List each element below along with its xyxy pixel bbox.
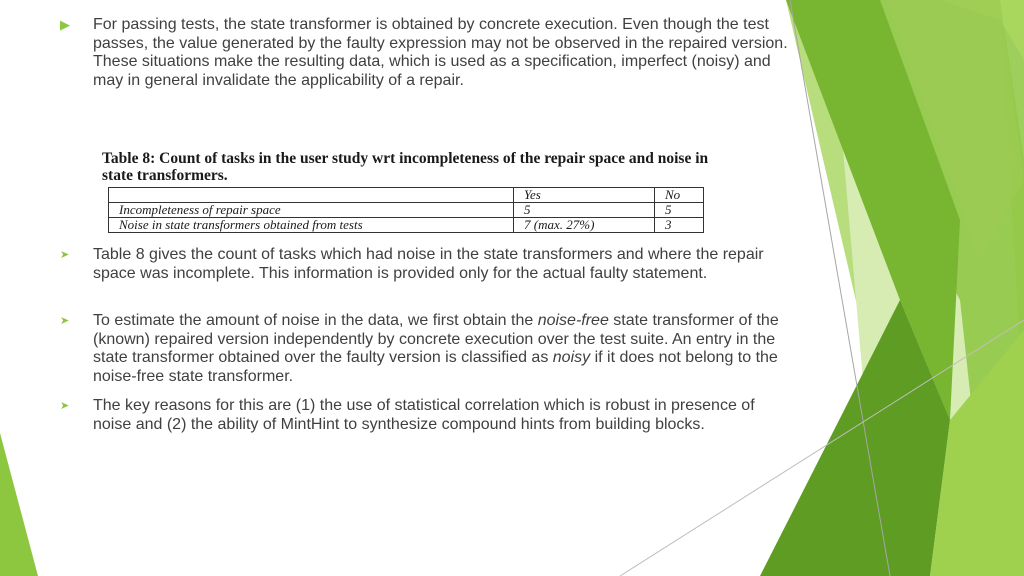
- bullet-table-summary: [60, 246, 780, 283]
- table-cell-no: 3: [655, 218, 704, 233]
- table-cell-label: Noise in state transformers obtained from tests: [109, 218, 514, 233]
- table-cell-yes: 5: [514, 203, 655, 218]
- intro-text: For passing tests, the state transformer is obtained by concrete execution. Even though the test passes, the value generated by the faulty expression may not be observed in the repaired version. These situations make the resulting data, which is used as a specification, imperfect (noisy) and may in general invalidate the applicability of a repair.: [93, 16, 788, 89]
- bullet-text: [93, 312, 780, 386]
- bullet-text-part: state transformer of the (known) repaired version independently by concrete execution over the test suite. An entry in the state transformer obtained over the faulty version is classified as: [93, 312, 779, 366]
- table-row: [109, 218, 704, 233]
- table-cell-no: 5: [655, 203, 704, 218]
- noise-table: [108, 187, 704, 233]
- bullet-noise-estimate: [60, 312, 780, 386]
- table-header-no: No: [655, 188, 704, 203]
- bullet-text-part: To estimate the amount of noise in the data, we first obtain the: [93, 312, 538, 329]
- table-header-yes: Yes: [514, 188, 655, 203]
- bullet-text-part: if it does not belong to the noise-free state transformer.: [93, 349, 778, 385]
- bullet-text: The key reasons for this are (1) the use of statistical correlation which is robust in presence of noise and (2) the ability of MintHint to synthesize compound hints from building blocks.: [93, 397, 755, 433]
- chevron-bullet-icon: ➤: [60, 400, 70, 412]
- bullet-text: Table 8 gives the count of tasks which had noise in the state transformers and where the repair space was incomplete. This information is provided only for the actual faulty statement.: [93, 246, 764, 282]
- triangle-bullet-icon: ▶: [60, 17, 70, 32]
- intro-paragraph: [60, 16, 800, 90]
- table-row: [109, 203, 704, 218]
- chevron-bullet-icon: ➤: [60, 315, 70, 327]
- table-cell-label: Incompleteness of repair space: [109, 203, 514, 218]
- bullet-text-emphasis: noisy: [552, 349, 591, 366]
- table-cell-yes: 7 (max. 27%): [514, 218, 655, 233]
- bullet-text-emphasis: noise-free: [537, 312, 609, 329]
- table-caption: Table 8: Count of tasks in the user study wrt incompleteness of the repair space and noise in state transformers.: [102, 150, 709, 184]
- chevron-bullet-icon: ➤: [60, 249, 70, 261]
- bullet-key-reasons: [60, 397, 780, 434]
- table-header-row: [109, 188, 704, 203]
- table-header-empty: [109, 188, 514, 203]
